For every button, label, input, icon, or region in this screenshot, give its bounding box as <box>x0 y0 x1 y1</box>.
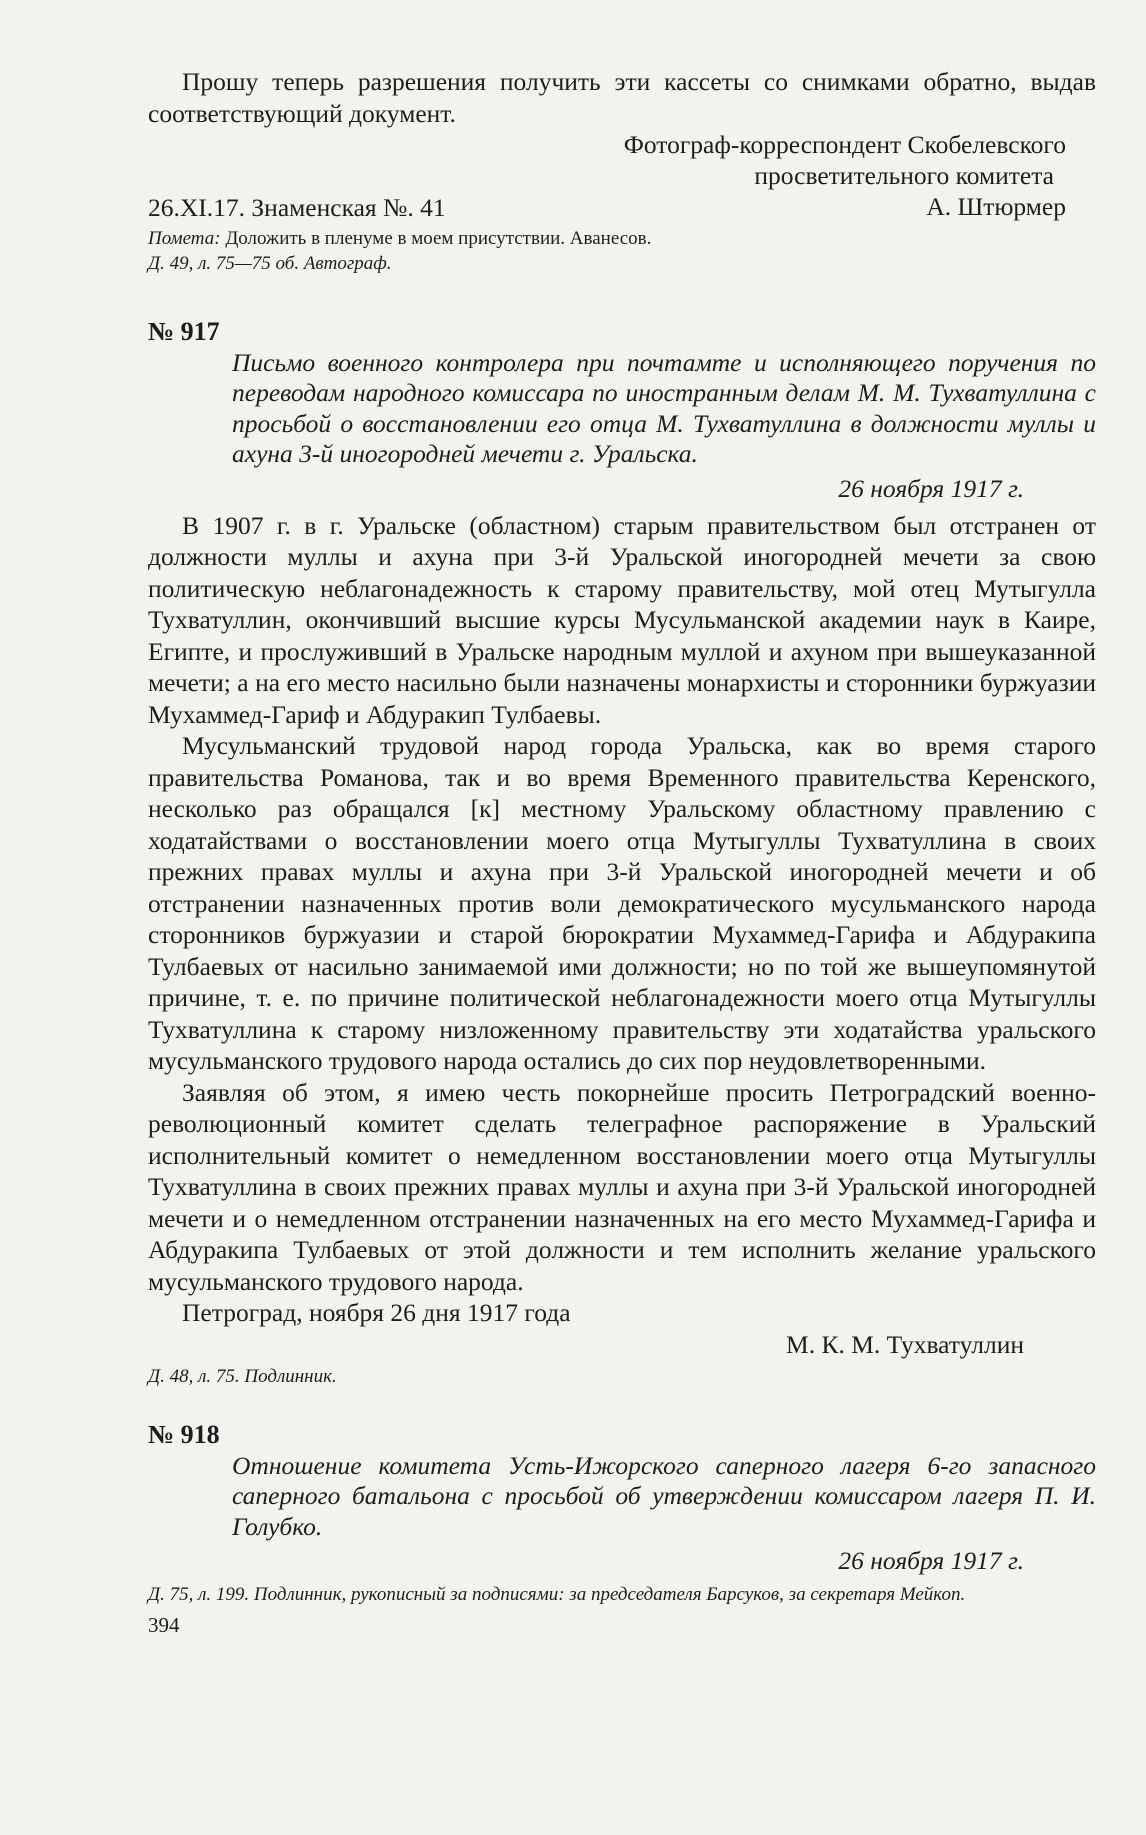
archive-reference: Д. 49, л. 75—75 об. Автограф. <box>148 252 392 274</box>
document-917-place-date: Петроград, ноября 26 дня 1917 года <box>182 1298 571 1327</box>
document-918-archive-reference: Д. 75, л. 199. Подлинник, рукописный за подписями: за председателя Барсуков, за секретаря Мейкоп. <box>148 1584 966 1605</box>
signature-role-line-1: Фотограф-корреспондент Скобелевского <box>623 130 1066 159</box>
document-918-number: № 918 <box>148 1419 220 1449</box>
document-917-header <box>148 316 1096 470</box>
signature-role-line-2: просветительного комитета <box>754 161 1054 190</box>
document-917-paragraph-3: Заявляя об этом, я имею честь покорнейше просить Петроградский военно-революционный комитет сделать телеграфное распоряжение в Уральский исполнительный комитет о немедленном восстановлении моего отца Мутыгуллы Тухватуллина в своих прежних правах муллы и ахуна при 3-й Уральской иногородней мечети и о немедленном отстранении назначенных на его место Мухаммед-Гарифа и Абдуракипа Тулбаевых от этой должности и тем исполнить желание уральского мусульманского трудового народа. <box>148 1077 1096 1296</box>
document-917-archive-reference: Д. 48, л. 75. Подлинник. <box>148 1365 337 1387</box>
document-917-paragraph-2: Мусульманский трудовой народ города Уральска, как во время старого правительства Романова, так и во время Временного правительства Керенского, несколько раз обращался [к] местному Уральскому областному правлению с ходатайствами о восстановлении моего отца Мутыгуллы Тухватуллина в своих прежних правах муллы и ахуна при 3-й Уральской иногородней мечети и об отстранении назначенных против воли демократического мусульманского народа сторонников буржуазии и старой бюрократии Мухаммед-Гарифа и Абдуракипа Тулбаевых от насильно занимаемой ими должности; но по той же вышеупомянутой причине, т. е. по причине политической неблагонадежности моего отца Мутыгуллы Тухватуллина к старому низложенному правительству эти ходатайства уральского мусульманского трудового народа остались до сих пор неудовлетворенными. <box>148 731 1096 1075</box>
document-917-date: 26 ноября 1917 г. <box>838 473 1024 503</box>
document-917-paragraph-1: В 1907 г. в г. Уральске (областном) старым правительством был отстранен от должности муллы и ахуна при 3-й Уральской иногородней мечети за свою политическую неблагонадежность к старому правительству, мой отец Мутыгулла Тухватуллин, окончивший высшие курсы Мусульманской академии наук в Каире, Египте, и прослуживший в Уральске народным муллой и ахуном при вышеуказанной мечети; а на его место насильно были назначены монархисты и сторонники буржуазии Мухаммед-Гариф и Абдуракип Тулбаевы. <box>148 510 1096 729</box>
document-918-date: 26 ноября 1917 г. <box>838 1546 1024 1575</box>
document-number <box>148 316 232 470</box>
document-917-title: Письмо военного контролера при почтамте и исполняющего поручения по переводам народного комиссара по иностранным делам М. М. Тухватуллина с просьбой о восстановлении его отца М. Тухватуллина в должности муллы и ахуна 3-й иногородней мечети г. Уральска. <box>232 347 1096 468</box>
note-label: Помета: <box>148 227 221 249</box>
document-917-number: № 917 <box>148 316 220 346</box>
page-content <box>148 66 1096 1638</box>
document-918-header <box>148 1419 1096 1543</box>
archive-note <box>148 226 1096 251</box>
date-address: 26.XI.17. Знаменская №. 41 <box>148 193 446 222</box>
document-number <box>148 1419 232 1543</box>
letter-paragraph: Прошу теперь разрешения получить эти кассеты со снимками обратно, выдав соответствующий документ. <box>148 67 1096 128</box>
document-917-signature: М. К. М. Тухватуллин <box>786 1329 1024 1359</box>
page-number: 394 <box>148 1613 180 1637</box>
note-text: Доложить в пленуме в моем присутствии. Аванесов. <box>225 227 652 249</box>
document-918-title: Отношение комитета Усть-Ижорского саперного лагеря 6-го запасного саперного батальона с просьбой об утверждении комиссаром лагеря П. И. Голубко. <box>232 1450 1096 1541</box>
signature-name: А. Штюрмер <box>926 192 1066 221</box>
